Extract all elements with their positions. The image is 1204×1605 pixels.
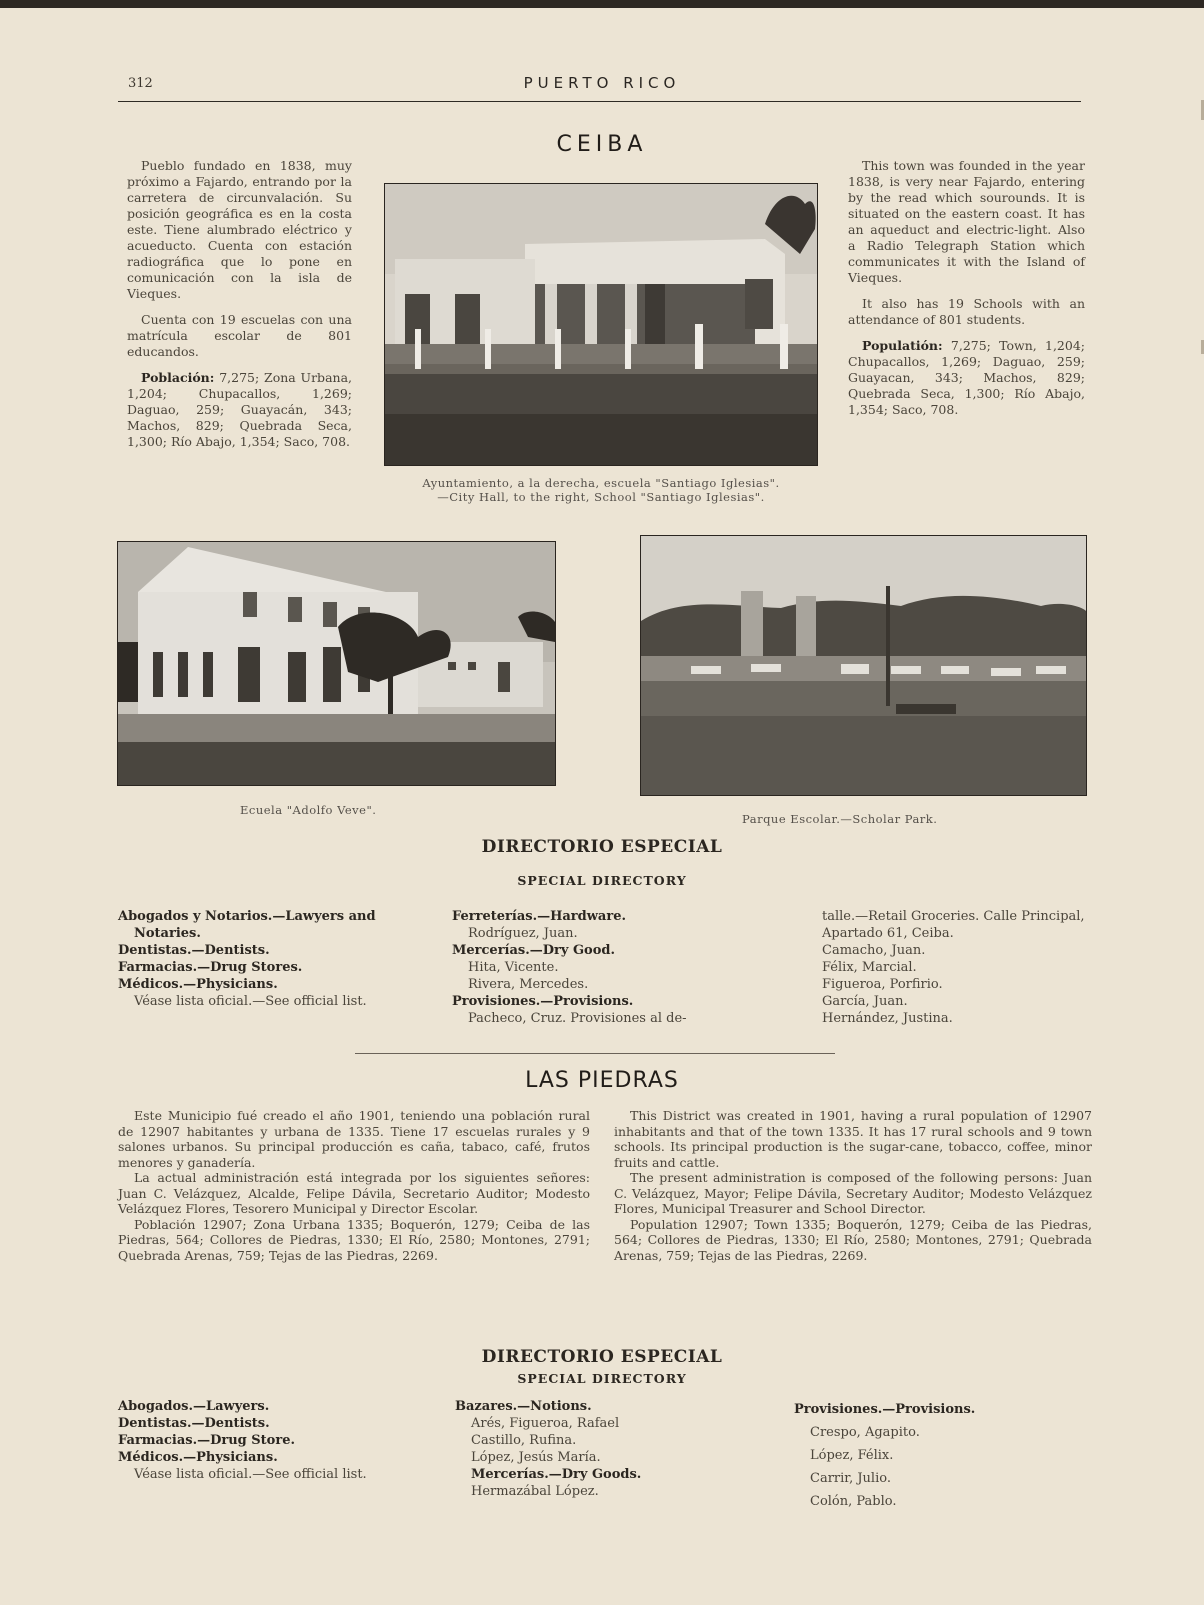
ceiba-en-population — [848, 338, 1085, 418]
directory-heading: Provisiones.—Provisions. — [452, 994, 634, 1009]
ceiba-directory-subtitle: SPECIAL DIRECTORY — [517, 873, 687, 888]
ceiba-directory-col-3 — [806, 908, 1091, 1027]
photo-city-hall — [384, 183, 818, 466]
ceiba-directory-col-1 — [118, 908, 423, 1010]
directory-heading: Mercerías.—Dry Good. — [452, 943, 616, 958]
las-piedras-en-paragraph: Population 12907; Town 1335; Boquerón, 1279; Ceiba de las Piedras, 564; Collores de Piedras, 1330; El Río, 2580; Montones, 2791; Quebrada Arenas, 759; Tejas de las Piedras, 2269. — [614, 1216, 1092, 1263]
directory-heading: Médicos.—Physicians. — [118, 977, 278, 992]
directory-heading: Farmacias.—Drug Stores. — [118, 960, 303, 975]
population-text: 7,275; Zona Urbana, 1,204; Chupacallos, 1,269; Daguao, 259; Guayacán, 343; Machos, 829; Quebrada Seca, 1,300; Río Abajo, 1,354; Saco, 708. — [127, 370, 352, 449]
directory-entry: López, Félix. — [810, 1448, 894, 1463]
directory-entry: García, Juan. — [822, 994, 908, 1009]
directory-note: Véase lista oficial.—See official list. — [134, 1467, 367, 1482]
directory-entry: Arés, Figueroa, Rafael — [471, 1416, 620, 1431]
directory-heading: Ferreterías.—Hardware. — [452, 909, 626, 924]
directory-entry: Colón, Pablo. — [810, 1494, 897, 1509]
population-text: 7,275; Town, 1,204; Chupacallos, 1,269; Daguao, 259; Guayacan, 343; Machos, 829; Quebrada Seca, 1,300; Río Abajo, 1,354; Saco, 708. — [848, 338, 1085, 417]
las-piedras-directory-col-3 — [794, 1398, 1074, 1513]
las-piedras-directory-title: DIRECTORIO ESPECIAL — [481, 1347, 723, 1367]
ceiba-english-column — [848, 158, 1085, 428]
las-piedras-directory-col-2 — [455, 1398, 755, 1500]
directory-note: Véase lista oficial.—See official list. — [134, 994, 367, 1009]
ceiba-es-paragraph: Pueblo fundado en 1838, muy próximo a Fajardo, entrando por la carretera de circunvalación. Su posición geográfica es en la costa este. Tiene alumbrado eléctrico y acueducto. Cuenta con estación radiográfica que lo pone en comunicación con la isla de Vieques. — [127, 158, 352, 301]
directory-heading: Bazares.—Notions. — [455, 1399, 592, 1414]
caption-line: Ayuntamiento, a la derecha, escuela "Santiago Iglesias". — [422, 476, 780, 490]
directory-entry: Pacheco, Cruz. Provisiones al de- — [468, 1011, 687, 1026]
directory-entry: Hita, Vicente. — [468, 960, 559, 975]
photo-school-adolfo-veve — [117, 541, 556, 786]
directory-entry: Félix, Marcial. — [822, 960, 917, 975]
directory-heading: Médicos.—Physicians. — [118, 1450, 278, 1465]
ceiba-es-paragraph: Cuenta con 19 escuelas con una matrícula escolar de 801 educandos. — [127, 312, 352, 359]
las-piedras-spanish-column — [118, 1108, 590, 1263]
section-title-ceiba: CEIBA — [556, 132, 648, 157]
directory-entry: Crespo, Agapito. — [810, 1425, 920, 1440]
ceiba-en-paragraph: It also has 19 Schools with an attendance of 801 students. — [848, 296, 1085, 327]
page-number: 312 — [128, 76, 153, 91]
las-piedras-es-paragraph: Este Municipio fué creado el año 1901, teniendo una población rural de 12907 habitantes y urbana de 1335. Tiene 17 escuelas rurales y 9 salones urbanos. Su principal producción es caña, tabaco, café, frutos menores y ganadería. — [118, 1108, 590, 1170]
city-hall-image — [385, 184, 817, 465]
directory-entry: Figueroa, Porfirio. — [822, 977, 943, 992]
las-piedras-es-paragraph: La actual administración está integrada por los siguientes señores: Juan C. Velázquez, Alcalde, Felipe Dávila, Secretario Auditor; Modesto Velázquez Flores, Tesorero Municipal y Director Escolar. — [118, 1170, 590, 1216]
las-piedras-directory-col-1 — [118, 1398, 438, 1483]
directory-heading: Abogados.—Lawyers. — [118, 1399, 270, 1414]
las-piedras-en-paragraph: This District was created in 1901, having a rural population of 12907 inhabitants and that of the town 1335. It has 17 rural schools and 9 town schools. Its principal production is the sugar-cane, tobacco, coffee, minor fruits and cattle. — [614, 1108, 1092, 1170]
section-divider — [355, 1053, 835, 1054]
directory-entry: Rodríguez, Juan. — [468, 926, 578, 941]
directory-entry: Hermazábal López. — [471, 1484, 599, 1499]
running-title: PUERTO RICO — [523, 74, 681, 92]
ceiba-spanish-column — [127, 158, 352, 460]
population-label: Población: — [141, 370, 215, 385]
las-piedras-en-paragraph: The present administration is composed of the following persons: Juan C. Velázquez, Mayor; Felipe Dávila, Secretary Auditor; Modesto Velázquez Flores, Municipal Treasurer and School Director. — [614, 1170, 1092, 1216]
directory-entry: talle.—Retail Groceries. Calle Principal, Apartado 61, Ceiba. — [822, 909, 1085, 941]
ceiba-directory-col-2 — [452, 908, 757, 1027]
directory-entry: Rivera, Mercedes. — [468, 977, 589, 992]
photo-park-caption: Parque Escolar.—Scholar Park. — [742, 812, 938, 826]
ceiba-directory-title: DIRECTORIO ESPECIAL — [481, 837, 723, 857]
park-image — [641, 536, 1086, 795]
ceiba-en-paragraph: This town was founded in the year 1838, is very near Fajardo, entering by the read which sourounds. It is situated on the eastern coast. It has an aqueduct and electric-light. Also a Radio Telegraph Station which communicates it with the Island of Vieques. — [848, 158, 1085, 285]
page-top-edge — [0, 0, 1204, 8]
directory-heading: Provisiones.—Provisions. — [794, 1402, 976, 1417]
directory-entry: Castillo, Rufina. — [471, 1433, 577, 1448]
photo-school-caption: Ecuela "Adolfo Veve". — [240, 803, 377, 817]
directory-heading: Abogados y Notarios.—Lawyers and Notaries. — [118, 909, 376, 941]
directory-entry: Carrir, Julio. — [810, 1471, 891, 1486]
section-title-las-piedras: LAS PIEDRAS — [525, 1068, 679, 1093]
directory-entry: Camacho, Juan. — [822, 943, 926, 958]
las-piedras-english-column — [614, 1108, 1092, 1263]
photo-scholar-park — [640, 535, 1087, 796]
ceiba-es-population — [127, 370, 352, 450]
las-piedras-directory-subtitle: SPECIAL DIRECTORY — [517, 1371, 687, 1386]
directory-heading: Farmacias.—Drug Store. — [118, 1433, 295, 1448]
directory-entry: López, Jesús María. — [471, 1450, 601, 1465]
population-label: Populatión: — [862, 338, 943, 353]
directory-entry: Hernández, Justina. — [822, 1011, 953, 1026]
las-piedras-es-paragraph: Población 12907; Zona Urbana 1335; Boquerón, 1279; Ceiba de las Piedras, 564; Collores de Piedras, 1330; El Río, 2580; Montones, 2791; Quebrada Arenas, 759; Tejas de las Piedras, 2269. — [118, 1216, 590, 1263]
photo-city-hall-caption — [376, 476, 826, 504]
caption-line: —City Hall, to the right, School "Santiago Iglesias". — [437, 490, 765, 504]
directory-heading: Dentistas.—Dentists. — [118, 1416, 270, 1431]
header-rule — [118, 101, 1081, 102]
directory-heading: Dentistas.—Dentists. — [118, 943, 270, 958]
school-image — [118, 542, 555, 785]
directory-heading: Mercerías.—Dry Goods. — [471, 1467, 642, 1482]
